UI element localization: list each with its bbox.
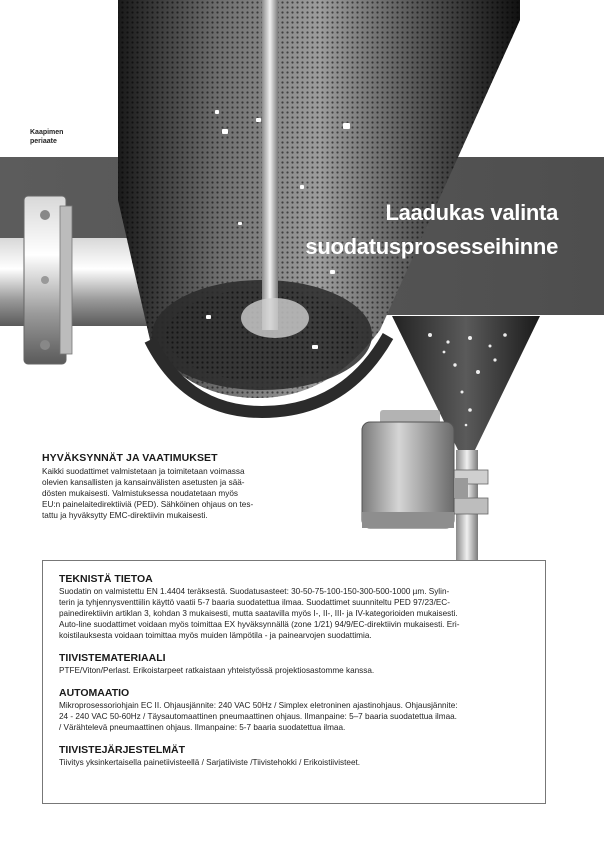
automation-heading: AUTOMAATIO bbox=[59, 687, 130, 699]
page-title-line-2: suodatusprosesseihinne bbox=[305, 234, 558, 259]
approvals-line: dösten mukaisesti. Valmistuksessa noudatetaan myös bbox=[42, 489, 238, 498]
spec-line: painedirektiivin artiklan 3, kohdan 3 mukaisesti, mutta saatavilla myös I-, II-, III- ja IV-kategorioiden mukaisesti. bbox=[59, 609, 458, 618]
spec-line: Auto-line suodattimet voidaan myös toimittaa EX hyväksynnällä (zone 1/21) 94/9/EC-direktiivin mukaisesti. Eri- bbox=[59, 620, 460, 629]
approvals-line: olevien kansallisten ja kansainvälisten asetusten ja sää- bbox=[42, 478, 245, 487]
seal-systems-heading: TIIVISTEJÄRJESTELMÄT bbox=[59, 744, 186, 756]
spec-line: PTFE/Viton/Perlast. Erikoistarpeet ratkaistaan yhteistyössä projektiosastomme kanssa. bbox=[59, 666, 375, 675]
approvals-section bbox=[42, 452, 288, 521]
specifications-box bbox=[42, 560, 546, 804]
illustration-caption: Kaapimen periaate bbox=[30, 129, 64, 145]
approvals-line: tattu ja hyväksytty EMC-direktiivin mukaisesti. bbox=[42, 511, 208, 520]
technical-data-heading: TEKNISTÄ TIETOA bbox=[59, 573, 153, 585]
technical-data-text bbox=[59, 586, 527, 641]
spec-line: koistilauksesta voidaan toimittaa myös muiden lämpötila - ja painearvojen suodattimia. bbox=[59, 631, 372, 640]
approvals-line: EU:n painelaitedirektiiviä (PED). Sähköinen ohjaus on tes- bbox=[42, 500, 254, 509]
approvals-heading: HYVÄKSYNNÄT JA VAATIMUKSET bbox=[42, 452, 218, 464]
spec-line: / Värähtelevä pneumaattinen ohjaus. Ilmanpaine: 5-7 baaria suodatettua ilmaa. bbox=[59, 723, 346, 732]
spec-line: Tiivitys yksinkertaisella painetiivisteellä / Sarjatiiviste /Tiivistehokki / Erikoistiivisteet. bbox=[59, 758, 361, 767]
spec-line: 24 - 240 VAC 50-60Hz / Täysautomaattinen pneumaattinen ohjaus. Ilmanpaine: 5–7 baaria suodatettua ilmaa. bbox=[59, 712, 457, 721]
seal-material-heading: TIIVISTEMATERIAALI bbox=[59, 652, 166, 664]
seal-systems-section bbox=[59, 744, 527, 768]
spec-line: Suodatin on valmistettu EN 1.4404 teräksestä. Suodatusasteet: 30-50-75-100-150-300-500-1000 µm. Sylin- bbox=[59, 587, 450, 596]
automation-section bbox=[59, 687, 527, 733]
seal-material-text bbox=[59, 665, 527, 676]
page-title bbox=[305, 196, 558, 264]
technical-data-section bbox=[59, 573, 527, 641]
approvals-line: Kaikki suodattimet valmistetaan ja toimitetaan voimassa bbox=[42, 467, 245, 476]
spec-line: terin ja tyhjennysventtiilin käyttö vaatii 5-7 baaria suodatettua ilmaa. Suodattimet suunniteltu PED 97/23/EC- bbox=[59, 598, 450, 607]
approvals-text bbox=[42, 466, 288, 521]
seal-material-section bbox=[59, 652, 527, 676]
spec-line: Mikroprosessoriohjain EC II. Ohjausjännite: 240 VAC 50Hz / Simplex eletroninen ajastinohjaus. Ohjausjännite: bbox=[59, 701, 458, 710]
automation-text bbox=[59, 700, 527, 733]
page-title-line-1: Laadukas valinta bbox=[385, 200, 558, 225]
seal-systems-text bbox=[59, 757, 527, 768]
